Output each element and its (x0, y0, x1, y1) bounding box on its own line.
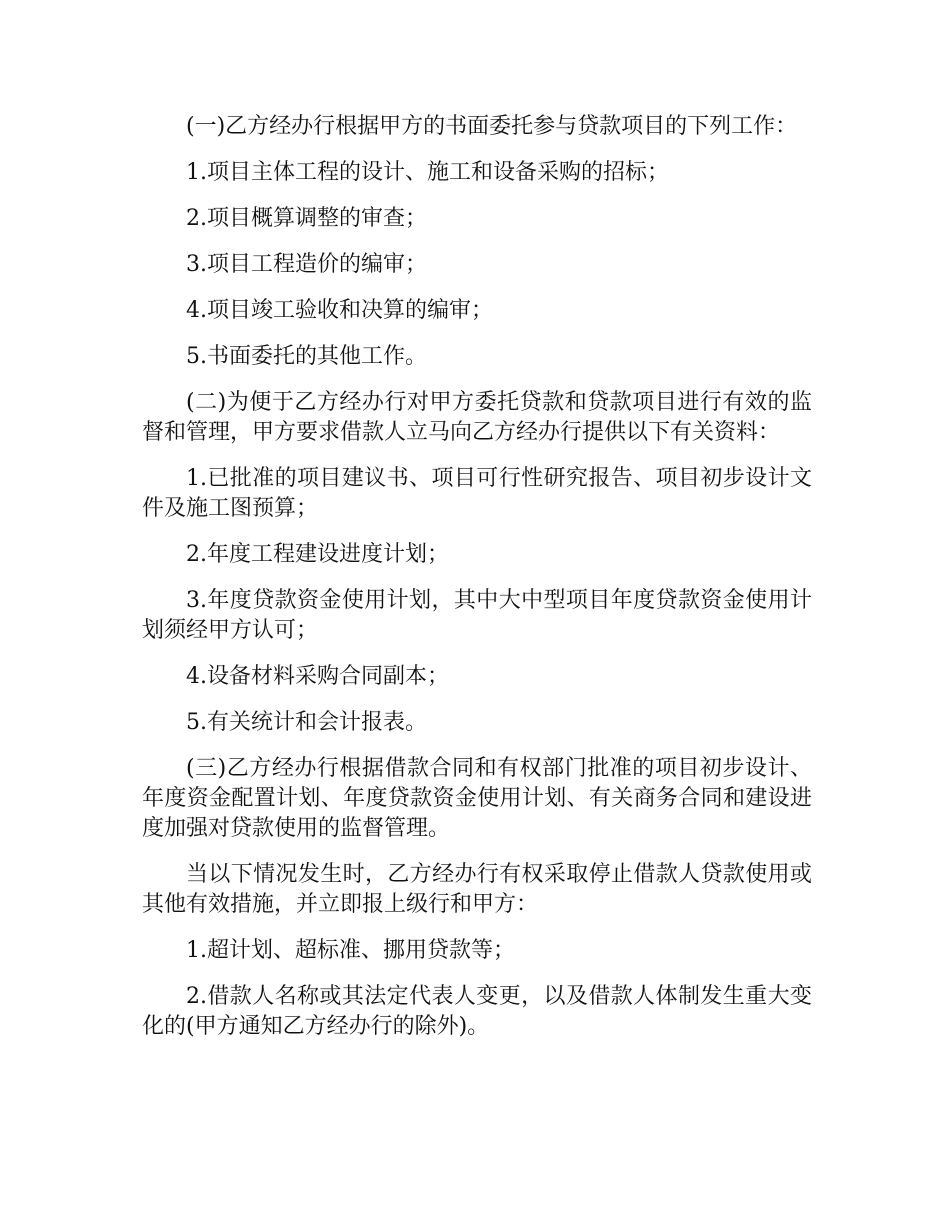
document-page (142, 112, 812, 1058)
paragraph-2: 1.项目主体工程的设计、施工和设备采购的招标； (186, 160, 669, 185)
paragraph-7: (二)为便于乙方经办行对甲方委托贷款和贷款项目进行有效的监督和管理，甲方要求借款人立马向乙方经办行提供以下有关资料： (142, 390, 812, 445)
paragraph-11: 4.设备材料采购合同副本； (186, 664, 449, 689)
paragraph-8: 1.已批准的项目建议书、项目可行性研究报告、项目初步设计文件及施工图预算； (142, 466, 812, 521)
paragraph-12: 5.有关统计和会计报表。 (186, 710, 427, 735)
paragraph-16: 2.借款人名称或其法定代表人变更，以及借款人体制发生重大变化的(甲方通知乙方经办行的除外)。 (142, 984, 812, 1039)
paragraph-10: 3.年度贷款资金使用计划，其中大中型项目年度贷款资金使用计划须经甲方认可； (142, 588, 812, 643)
paragraph-6: 5.书面委托的其他工作。 (186, 344, 427, 369)
paragraph-15: 1.超计划、超标准、挪用贷款等； (186, 938, 515, 963)
paragraph-4: 3.项目工程造价的编审； (186, 252, 427, 277)
paragraph-14: 当以下情况发生时，乙方经办行有权采取停止借款人贷款使用或其他有效措施，并立即报上级行和甲方： (142, 862, 812, 917)
paragraph-3: 2.项目概算调整的审查； (186, 206, 427, 231)
paragraph-5: 4.项目竣工验收和决算的编审； (186, 298, 493, 323)
paragraph-9: 2.年度工程建设进度计划； (186, 542, 449, 567)
paragraph-13: (三)乙方经办行根据借款合同和有权部门批准的项目初步设计、年度资金配置计划、年度贷款资金使用计划、有关商务合同和建设进度加强对贷款使用的监督管理。 (142, 756, 812, 841)
paragraph-1: (一)乙方经办行根据甲方的书面委托参与贷款项目的下列工作： (186, 114, 798, 139)
